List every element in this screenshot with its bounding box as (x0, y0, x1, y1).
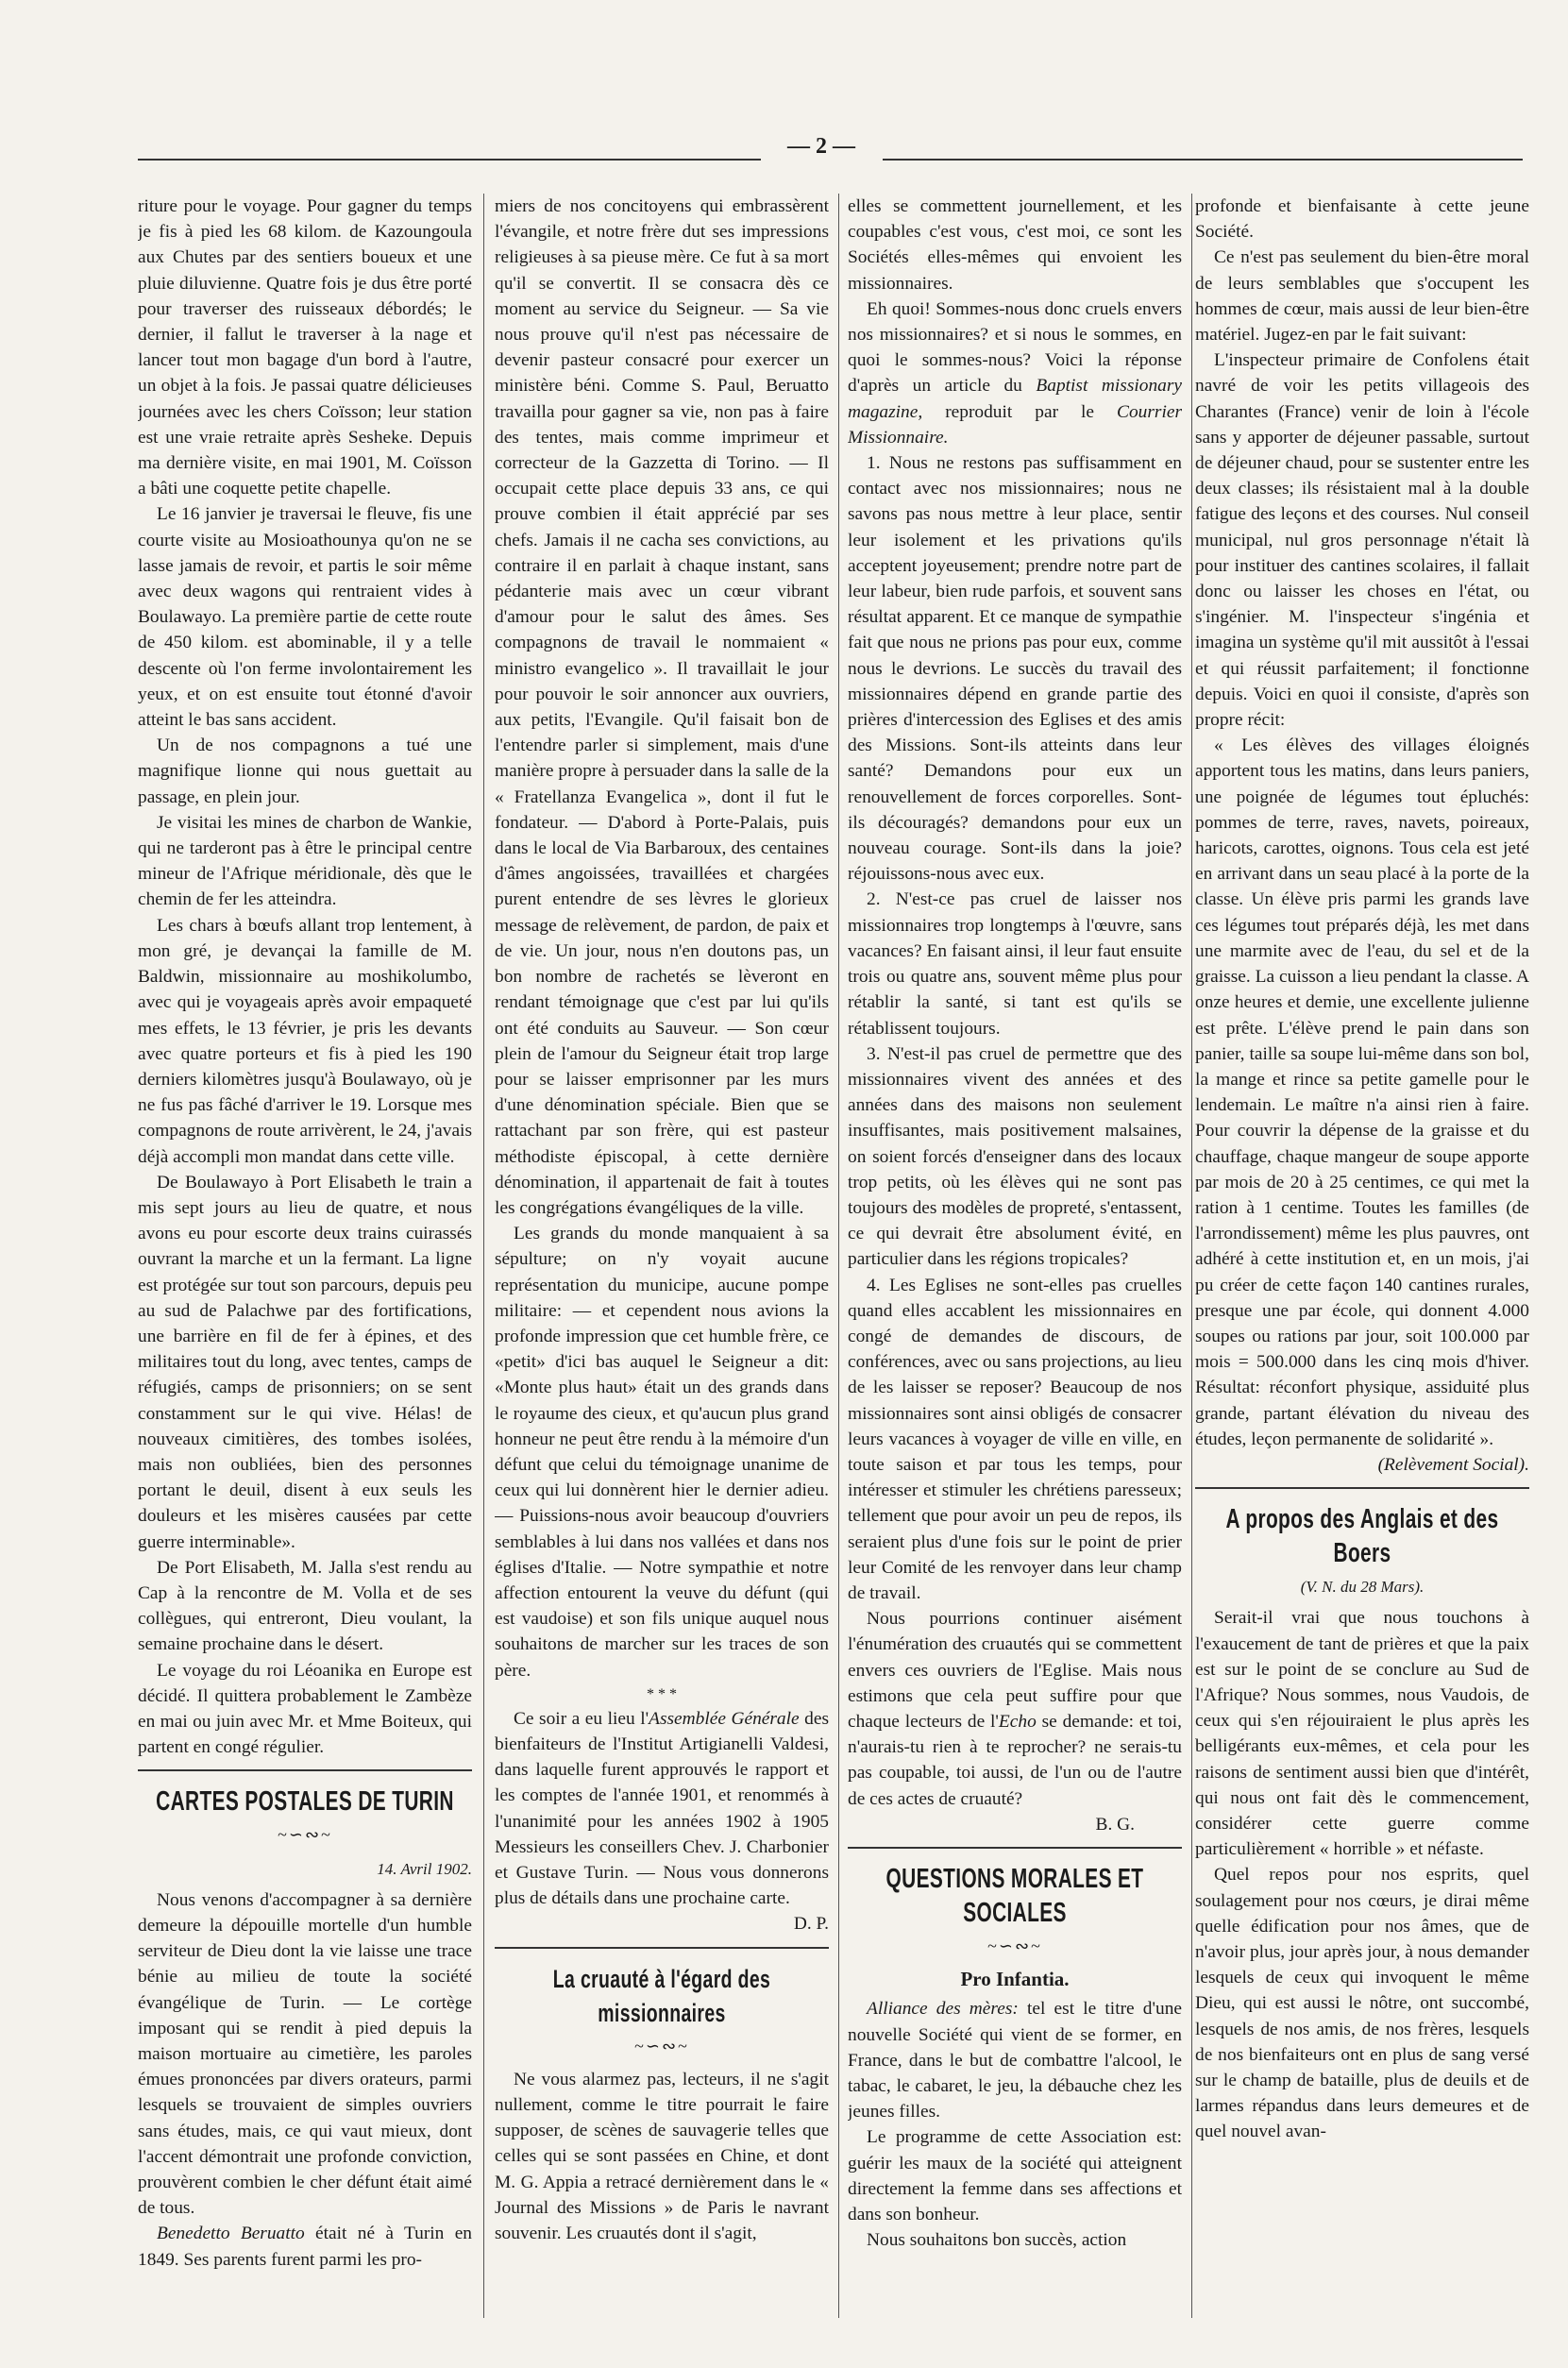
paragraph: Ne vous alarmez pas, lecteurs, il ne s'agit nullement, comme le titre pourrait le faire supposer, de scènes de sauvagerie telles que celles qui se sont passées en Chine, et dont M. G. Appia a retracé dernièrement dans le « Journal des Missions » de Paris le navrant souvenir. Les cruautés dont il s'agit, (495, 2069, 829, 2244)
article-heading: A propos des Anglais et des Boers (1225, 1504, 1499, 1569)
section-rule (1195, 1487, 1529, 1489)
paragraph (138, 2221, 472, 2272)
column-4 (1195, 194, 1529, 2318)
person-name: Benedetto Beruatto (157, 2224, 305, 2244)
column-divider (1191, 194, 1192, 2318)
paragraph: Je visitai les mines de charbon de Wankie, qui ne tarderont pas à être le principal centre mineur de l'Afrique méridionale, dès que le chemin de fer les atteindra. (138, 812, 472, 910)
paragraph: Les grands du monde manquaient à sa sépulture; on n'y voyait aucune représentation du municipe, aucune pompe militaire: — et cependent nous avions la profonde impression que cet humble frère, ce «petit» d'ici bas auquel le Seigneur a dit: «Monte plus haut» était un des grands dans le royaume des cieux, et qu'aucun plus grand honneur ne peut être rendu à la mémoire d'un défunt que celui du témoignage unanime de ceux qui lui donnèrent hier le dernier adieu. — Puissions-nous avoir beaucoup d'ouvriers semblables à lui dans nos vallées et dans nos églises d'Italie. — Notre sympathie et notre affection entourent la veuve du défunt (qui est vaudoise) et son fils unique auquel nous souhaitons de marcher sur les traces de son père. (495, 1224, 829, 1681)
article-heading: La cruauté à l'égard des missionnaires (552, 1964, 771, 2027)
paragraph: Nous souhaitons bon succès, action (867, 2230, 1127, 2251)
signature: D. P. (793, 1914, 829, 1935)
ornament-icon: ~∽∾~ (987, 1937, 1042, 1955)
paragraph-text: reproduit par le (922, 401, 1118, 422)
paragraph: Le programme de cette Association est: guérir les maux de la société qui atteignent directement la femme dans ses affections et dans son bonheur. (848, 2127, 1182, 2225)
section-rule (138, 1769, 472, 1771)
paragraph: De Port Elisabeth, M. Jalla s'est rendu au Cap à la rencontre de M. Volla et de ses collègues, qui entreront, Dieu voulant, la semaine prochaine dans le désert. (138, 1557, 472, 1655)
section-rule (848, 1847, 1182, 1849)
column-divider (483, 194, 484, 2318)
paragraph: Un de nos compagnons a tué une magnifique lionne qui nous guettait au passage, en plein jour. (138, 736, 472, 807)
paragraph: L'inspecteur primaire de Confolens était navré de voir les petits villageois des Charantes (France) venir de loin à l'école sans y apporter de déjeuner passable, surtout de déjeuner chaud, pour se sustenter entre les deux classes; ils résistaient mal à la double fatigue des leçons et des courses. Nul conseil municipal, nul gros personnage n'était là pour instituer des cantines scolaires, il fallait donc ou laisser les choses en l'état, ou s'ingénier. M. l'inspecteur s'ingénia et imagina un système qu'il mit aussitôt à l'essai et qui réussit parfaitement; il fonctionne depuis. Voici en quoi il consiste, d'après son propre récit: (1195, 350, 1529, 731)
paragraph (495, 1706, 829, 1912)
section-rule (495, 1947, 829, 1949)
ornament-icon: ~∽∾~ (278, 1825, 332, 1845)
paragraph-text: des bienfaiteurs de l'Institut Artigianelli Valdesi, dans laquelle furent approuvés le rapport et les comptes de l'année 1901, et renommés à l'unanimité pour les années 1902 à 1905 Messieurs les conseillers Chev. J. Charbonier et Gustave Turin. — Nous vous donnerons plus de détails dans une prochaine carte. (495, 1708, 829, 1909)
paragraph-text: Eh quoi! Sommes-nous donc cruels envers nos missionnaires? et si nous le sommes, en quoi le sommes-nous? Voici la réponse d'après un article du (848, 298, 1182, 397)
paragraph: elles se commettent journellement, et les coupables c'est vous, c'est moi, ce sont les Sociétés elles-mêmes qui envoient les missionnaires. (848, 196, 1182, 294)
paragraph: Serait-il vrai que nous touchons à l'exaucement de tant de prières et que la paix est sur le point de se conclure au Sud de l'Afrique? Nous sommes, nous Vaudois, de ceux qui s'en réjouiraient le plus après les belligérants eux-mêmes, et cela pour les raisons de sentiment aussi bien que d'intérêt, qui nous ont fait dès le commencement, considérer cette guerre comme particulièrement « horrible » et néfaste. (1195, 1608, 1529, 1860)
paragraph-text: était né à Turin en 1849. Ses parents furent parmi les pro- (138, 2224, 472, 2270)
header-rule-right (883, 159, 1523, 161)
paragraph: Le 16 janvier je traversai le fleuve, fis une courte visite au Mosioathounya qu'on ne se lasse jamais de revoir, et partis le soir même avec deux wagons qui rentraient vides à Boulawayo. La première partie de cette route de 450 kilom. est abominable, il y a telle descente où l'on ferme involontairement les yeux, et on est ensuite tout étonné d'avoir atteint le bas sans accident. (138, 504, 472, 731)
column-1 (138, 194, 472, 2318)
paragraph: riture pour le voyage. Pour gagner du temps je fis à pied les 68 kilom. de Kazoungoula aux Chutes par des sentiers boueux et une pluie diluvienne. Quatre fois je dus être porté pour traverser des ruisseaux débordés; le dernier, il fallut le traverser à la nage et lancer tout mon bagage d'un bord à l'autre, un objet à la fois. Je passai quatre délicieuses journées avec les chers Coïsson; leur station est une vraie retraite après Sesheke. Depuis ma dernière visite, en mai 1901, M. Coïsson a bâti une coquette petite chapelle. (138, 196, 472, 499)
header-rule-left (138, 159, 761, 161)
article-heading: QUESTIONS MORALES ET SOCIALES (885, 1864, 1144, 1928)
article-subheading: Pro Infantia. (960, 1968, 1070, 1991)
paragraph: 2. N'est-ce pas cruel de laisser nos missionnaires trop longtemps à l'œuvre, sans vacances? En faisant ainsi, il leur faut ensuite trois ou quatre ans, souvent même plus pour rétablir la santé, si tant est qu'ils se rétablissent toujours. (848, 889, 1182, 1039)
dateline: 14. Avril 1902. (377, 1859, 472, 1878)
paragraph: « Les élèves des villages éloignés apportent tous les matins, dans leurs paniers, une poignée de légumes tout épluchés: pommes de terre, raves, navets, poireaux, haricots, carottes, oignons. Tous cela est jeté en arrivant dans un seau placé à la porte de la classe. Un élève pris parmi les grands lave ces légumes tout préparés déjà, les met dans une marmite avec de l'eau, du sel et de la graisse. La cuisson a lieu pendant la classe. A onze heures et demie, une excellente julienne est prête. L'élève prend le pain dans son panier, taille sa soupe lui-même dans son bol, la mange et rince sa petite gamelle pour le lendemain. Le maître n'a ainsi rien à faire. Pour couvrir la dépense de la graisse et du chauffage, chaque mangeur de soupe apporte par mois de 20 à 25 centimes, ce qui met la ration à 1 centime. Toutes les familles (de l'arrondissement) même les plus pauvres, ont adhéré à cette institution et, en un mois, j'ai pu créer de cette façon 140 cantines rurales, presque une par école, qui donnent 4.000 soupes ou rations par jour, soit 100.000 par mois = 500.000 dans les cinq mois d'hiver. Résultat: réconfort physique, assiduité plus grande, partant élévation du niveau des études, leçon permanente de solidarité ». (1195, 736, 1529, 1449)
source-credit: (Relèvement Social). (1377, 1454, 1529, 1475)
asterism-icon: * * * (647, 1685, 677, 1702)
paragraph: 3. N'est-il pas cruel de permettre que des missionnaires vivent des années et des années dans des maisons non seulement insuffisantes, mais positivement malsaines, on soient forcés d'enseigner dans des locaux trop petits, où les élèves qui ne sont pas toujours des modèles de propreté, s'entassent, ce qui devrait être absolument évité, en particulier dans les régions tropicales? (848, 1043, 1182, 1270)
publication-name: Baptist missionary magazine, (848, 376, 1182, 422)
emphasis: Assemblée Générale (649, 1708, 800, 1729)
paragraph: 4. Les Eglises ne sont-elles pas cruelles quand elles accablent les missionnaires en congé de demandes de discours, de conférences, avec ou sans projections, au lieu de les laisser se reposer? Beaucoup de nos missionnaires sont ainsi obligés de consacrer leurs vacances à voyager de ville en ville, en toute saison et par tous les temps, pour intéresser et stimuler les chrétiens paresseux; tellement que pour avoir un peu de repos, ils seraient plus d'une fois sur le point de prier leur Comité de les renvoyer dans leur champ de travail. (848, 1275, 1182, 1603)
column-2 (495, 194, 829, 2318)
paragraph-text: Ce soir a eu lieu l' (514, 1708, 649, 1729)
paragraph: De Boulawayo à Port Elisabeth le train a mis sept jours au lieu de quatre, et nous avons eu pour escorte deux trains cuirassés ouvrant la marche et un la fermant. La ligne est protégée sur tout son parcours, depuis peu au sud de Palachwe par des fortifications, une barrière en fil de fer à épines, et des militaires tout du long, avec tentes, camps de réfugiés, camps de prisonniers; on se sent constamment sur le qui vive. Hélas! de nouveaux cimitières, des tombes isolées, mais non oubliées, bien des personnes portant le deuil, disent à eux seuls les douleurs et les misères causées par cette guerre interminable». (138, 1172, 472, 1552)
signature: B. G. (1095, 1814, 1135, 1835)
paragraph (848, 1996, 1182, 2124)
column-3 (848, 194, 1182, 2318)
column-divider (838, 194, 839, 2318)
publication-name: Courrier Missionnaire. (848, 401, 1182, 448)
paragraph: profonde et bienfaisante à cette jeune Société. (1195, 196, 1529, 243)
paragraph: miers de nos concitoyens qui embrassèrent l'évangile, et notre frère dut ses impressions religieuses à sa pieuse mère. Ce fut à sa mort qu'il se convertit. Il se consacra dès ce moment au service du Seigneur. — Sa vie nous prouve qu'il n'est pas nécessaire de devenir pasteur consacré pour exercer un ministère béni. Comme S. Paul, Beruatto travailla pour gagner sa vie, non pas à faire des tentes, mais comme imprimeur et correcteur de la Gazzetta di Torino. — Il occupait cette place depuis 33 ans, ce qui prouve combien il était apprécié par ses chefs. Jamais il ne cacha ses convictions, au contraire il en parlait à chaque instant, sans pédanterie mais avec un cœur vibrant d'amour pour le salut des âmes. Ses compagnons de travail le nommaient « ministro evangelico ». Il travaillait le jour pour pouvoir le soir annoncer aux ouvriers, aux petits, l'Evangile. Qu'il faisait bon de l'entendre parler si simplement, mais d'une manière propre à persuader dans la salle de la « Fratellanza Evangelica », dont il fut le fondateur. — D'abord à Porte-Palais, puis dans le local de Via Barbaroux, des centaines d'âmes angoissées, travaillées et chargées purent entendre de ses lèvres le glorieux message de relèvement, de pardon, de paix et de vie. Un jour, nous n'en doutons pas, un bon nombre de rachetés se lèveront en rendant témoignage que c'est par lui qu'ils ont été conduits au Sauveur. — Son cœur plein de l'amour du Seigneur était trop large pour se laisser emprisonner par les murs d'une dénomination spéciale. Bien que se rattachant par son frère, qui est pasteur méthodiste épiscopal, à cette dernière dénomination, il appartenait de fait à toutes les congrégations évangéliques de la ville. (495, 196, 829, 1218)
article-heading: CARTES POSTALES DE TURIN (156, 1786, 454, 1818)
dateline: (V. N. du 28 Mars). (1300, 1578, 1425, 1597)
paragraph-text: se demande: et toi, n'aurais-tu rien à te reprocher? ne serais-tu pas coupable, toi aussi, de l'un ou de l'autre de ces actes de cruauté? (848, 1711, 1182, 1809)
paragraph: Les chars à bœufs allant trop lentement, à mon gré, je devançai la famille de M. Baldwin, missionnaire au moshikolumbo, avec qui je voyageais après avoir empaqueté mes effets, le 13 février, je pris les devants avec quatre porteurs et fis à pied les 190 derniers kilomètres jusqu'à Boulawayo, où je ne fus pas fâché d'arriver le 19. Lorsque mes compagnons de route arrivèrent, le 24, j'avais déjà accompli mon mandat dans cette ville. (138, 915, 472, 1167)
paragraph (848, 1606, 1182, 1812)
paragraph: 1. Nous ne restons pas suffisamment en contact avec nos missionnaires; nous ne savons pas nous mettre à leur place, sentir leur isolement et les privations qu'ils acceptent joyeusement; prendre notre part de leur labeur, bien rude parfois, et souvent sans résultat apparent. Et ce manque de sympathie fait que nous ne prions pas pour eux, comme nous le devrions. Le succès du travail des missionnaires dépend en grande partie des prières d'intercession des Eglises et des amis des Missions. Sont-ils atteints dans leur santé? Demandons pour eux un renouvellement de forces corporelles. Sont-ils découragés? demandons pour eux un nouveau courage. Sont-ils dans la joie? réjouissons-nous avec eux. (848, 453, 1182, 885)
paragraph: Ce n'est pas seulement du bien-être moral de leurs semblables que s'occupent les hommes de cœur, mais aussi de leur bien-être matériel. Jugez-en par le fait suivant: (1195, 247, 1529, 346)
publication-name: Echo (998, 1711, 1037, 1732)
emphasis: Alliance des mères: (867, 1999, 1019, 2020)
paragraph-text: tel est le titre d'une nouvelle Société qui vient de se former, en France, dans le but de combattre l'alcool, le tabac, le cabaret, le jeu, la débauche chez les jeunes filles. (848, 1999, 1182, 2123)
paragraph: Nous venons d'accompagner à sa dernière demeure la dépouille mortelle d'un humble serviteur de Dieu dont la vie laisse une trace bénie au milieu de toute la société évangélique de Turin. — Le cortège imposant qui se rendit à pied depuis la maison mortuaire au cimetière, les paroles émues prononcées par divers orateurs, parmi lesquels se trouvaient de simples ouvriers sans études, mais, ce qui vaut mieux, dont l'accent démontrait une profonde conviction, prouvèrent combien le cher défunt était aimé de tous. (138, 1889, 472, 2219)
page-number: — 2 — (787, 134, 855, 159)
paragraph: Le voyage du roi Léoanika en Europe est décidé. Il quittera probablement le Zambèze en mai ou juin avec Mr. et Mme Boiteux, qui partent en congé régulier. (138, 1660, 472, 1758)
paragraph: Quel repos pour nos esprits, quel soulagement pour nos cœurs, je dirai même quelle édification pour nos âmes, que de n'avoir plus, jour après jour, à nous demander lesquels de ceux qui invoquent le même Dieu, qui est aussi le nôtre, ont succombé, lesquels de nos amis, de nos frères, lesquels de nos bienfaiteurs ont en plus de sang versé sur le champ de bataille, plus de deuils et de larmes répandus dans leurs demeures et de quel nouvel avan- (1195, 1865, 1529, 2142)
paragraph-text: Nous pourrions continuer aisément l'énumération des cruautés qui se commettent envers ces ouvriers de l'Eglise. Mais nous estimons que cela peut suffire pour que chaque lecteurs de l' (848, 1609, 1182, 1732)
paragraph (848, 296, 1182, 450)
ornament-icon: ~∽∾~ (634, 2036, 689, 2055)
